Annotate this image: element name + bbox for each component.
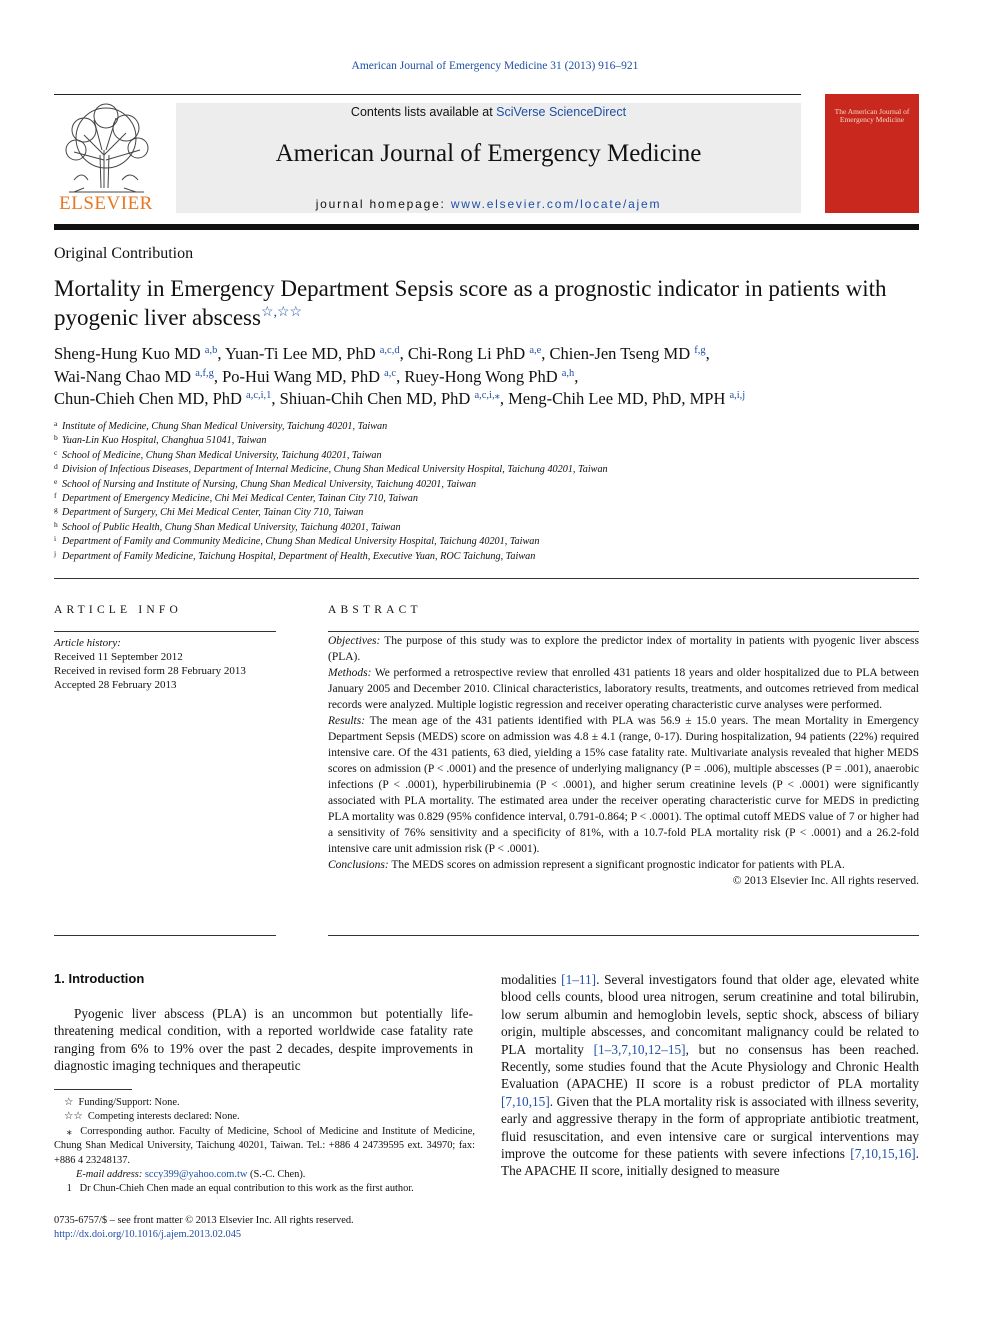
abstract-rule	[328, 631, 919, 632]
footnote-competing: ☆☆ Competing interests declared: None.	[64, 1111, 240, 1123]
affiliations	[54, 420, 924, 564]
author-separator: ,	[574, 366, 579, 386]
abstract-section-text: The purpose of this study was to explore the predictor index of mortality in patients with pyogenic liver abscess (PLA).	[328, 635, 919, 663]
revised-date: Received in revised form 28 February 2013	[54, 665, 246, 677]
abstract-section-label: Conclusions:	[328, 859, 389, 871]
body-text: modalities	[501, 972, 562, 987]
article-history	[54, 636, 276, 692]
email-link[interactable]: sccy399@yahoo.com.tw	[144, 1169, 248, 1181]
affiliation-h: $^h$ School of Public Health, Chung Shan Medical University, Taichung 40201, Taiwan	[54, 519, 401, 533]
author-affiliation-marks[interactable]: a,e	[529, 345, 542, 356]
author-affiliation-marks[interactable]: a,c,i,1	[246, 390, 272, 401]
author-name: Yuan-Ti Lee MD, PhD	[224, 344, 376, 363]
author-name: Chun-Chieh Chen MD, PhD	[54, 389, 242, 408]
article-type: Original Contribution	[54, 245, 194, 262]
affiliation-f: $^f$ Department of Emergency Medicine, Chi Mei Medical Center, Tainan City 710, Taiwan	[54, 491, 418, 505]
introduction-heading: 1. Introduction	[54, 971, 145, 986]
affiliation-text: Yuan-Lin Kuo Hospital, Changhua 51041, Taiwan	[62, 435, 267, 447]
affiliation-a: $^a$ Institute of Medicine, Chung Shan Medical University, Taichung 40201, Taiwan	[54, 419, 388, 432]
footnote-equal-contribution: 1 Dr Chun-Chieh Chen made an equal contribution to this work as the first author.	[66, 1183, 414, 1195]
footnote-rule	[54, 1089, 132, 1090]
abstract-section-text: We performed a retrospective review that enrolled 431 patients 18 years and older hospitalized due to PLA between January 2005 and December 2010. Clinical characteristics, laboratory results, treatments, and outcomes retrieved from medical records were analyzed. Multiple logistic regression and receiver operating characteristic curve analyses were performed.	[328, 667, 919, 711]
affiliation-text: Department of Family and Community Medicine, Chung Shan Medical University Hospital, Taichung 40201, Taiwan	[62, 536, 540, 548]
intro-paragraph-continued	[501, 971, 919, 1180]
reference-link[interactable]: [1–3,7,10,12–15]	[593, 1041, 686, 1057]
affiliation-j: $^j$ Department of Family Medicine, Taichung Hospital, Department of Health, Executive Yuan, ROC Taichung, Taiwan	[54, 548, 536, 562]
affiliations-divider	[54, 578, 919, 579]
author-name: Shiuan-Chih Chen MD, PhD	[279, 389, 471, 408]
body-text: . Given that the PLA mortality risk is associated with illness severity, early and aggressive therapy in the form of appropriate antibiotic treatment, fluid resuscitation, and even intensive care or surgical interventions may improve the outcome for these patients with severe infections	[501, 1093, 919, 1162]
affiliation-text: Division of Infectious Diseases, Department of Internal Medicine, Chung Shan Medical University Hospital, Taichung 40201, Taiwan	[62, 464, 608, 476]
author-separator: ,	[213, 366, 223, 386]
affiliation-text: Department of Surgery, Chi Mei Medical Center, Tainan City 710, Taiwan	[62, 507, 364, 519]
reference-link[interactable]: [1–11]	[561, 972, 597, 987]
journal-cover[interactable]	[825, 94, 919, 213]
issn-line: 0735-6757/$ – see front matter © 2013 Elsevier Inc. All rights reserved.	[54, 1215, 354, 1226]
author-separator: ,	[541, 344, 550, 363]
body-text: . The APACHE II score, initially designed to measure	[501, 1146, 919, 1179]
footnote-email: E-mail address: sccy399@yahoo.com.tw (S.-C. Chen).	[76, 1169, 306, 1181]
article-info-bottom-rule	[54, 935, 276, 936]
abstract-section-label: Results:	[328, 715, 366, 727]
affiliation-text: Department of Family Medicine, Taichung Hospital, Department of Health, Executive Yuan, ROC Taichung, Taiwan	[62, 550, 536, 562]
article-info-rule	[54, 631, 276, 632]
title-footnote-marks[interactable]: ☆,☆☆	[260, 305, 303, 320]
affiliation-e: $^e$ School of Nursing and Institute of Nursing, Chung Shan Medical University, Taichung 40201, Taiwan	[54, 476, 477, 490]
abstract-section	[328, 633, 919, 665]
abstract-section	[328, 713, 919, 857]
author-name: Chien-Jen Tseng MD	[549, 344, 691, 363]
footnotes	[54, 1096, 475, 1197]
elsevier-wordmark: ELSEVIER	[59, 193, 153, 214]
author-affiliation-marks[interactable]: a,c,i,⁎	[474, 390, 500, 401]
author-name: Sheng-Hung Kuo MD	[54, 344, 201, 363]
affiliation-text: Department of Emergency Medicine, Chi Mei Medical Center, Tainan City 710, Taiwan	[62, 493, 418, 505]
author-name: Chi-Rong Li PhD	[407, 344, 526, 363]
abstract-section-text: The MEDS scores on admission represent a significant prognostic indicator for patients with PLA.	[388, 859, 845, 871]
body-text: , but no consensus has been reached. Recently, some studies found that the Acute Physiology and Chronic Health Evaluation (APACHE) II score is a robust predictor of PLA mortality	[501, 1041, 919, 1092]
intro-paragraph: Pyogenic liver abscess (PLA) is an uncommon but potentially life-threatening medical condition, with a reported worldwide case fatality rate ranging from 6% to 19% over the past 2 decades, despite improvements in diagnostic imaging techniques and therapeutic	[54, 1006, 473, 1074]
sciencedirect-link[interactable]: SciVerse ScienceDirect	[496, 105, 627, 119]
received-date: Received 11 September 2012	[54, 651, 183, 663]
abstract-heading: ABSTRACT	[328, 604, 422, 616]
author-name: Wai-Nang Chao MD	[54, 366, 192, 386]
abstract-section	[328, 665, 919, 713]
author-affiliation-marks[interactable]: a,f,g	[195, 367, 214, 379]
author-separator: ,	[705, 344, 710, 363]
article-title: Mortality in Emergency Department Sepsis score as a prognostic indicator in patients with pyogenic liver abscess☆,☆☆	[54, 276, 887, 330]
author-affiliation-marks[interactable]: a,h	[561, 367, 575, 379]
journal-banner	[176, 103, 801, 213]
author-affiliation-marks[interactable]: f,g	[694, 345, 706, 356]
abstract-section	[328, 857, 919, 873]
affiliation-text: School of Nursing and Institute of Nursing, Chung Shan Medical University, Taichung 40201, Taiwan	[62, 478, 477, 490]
abstract-bottom-rule	[328, 935, 919, 936]
affiliation-c: $^c$ School of Medicine, Chung Shan Medical University, Taichung 40201, Taiwan	[54, 447, 382, 461]
author-separator: ,	[399, 344, 408, 363]
abstract-copyright: © 2013 Elsevier Inc. All rights reserved.	[732, 875, 919, 887]
affiliation-i: $^i$ Department of Family and Community Medicine, Chung Shan Medical University Hospital, Taichung 40201, Taiwan	[54, 534, 540, 548]
affiliation-b: $^b$ Yuan-Lin Kuo Hospital, Changhua 51041, Taiwan	[54, 433, 267, 447]
intro-left-column	[54, 1005, 473, 1075]
author-affiliation-marks[interactable]: a,b	[204, 345, 218, 356]
author-separator: ,	[396, 366, 405, 386]
journal-citation[interactable]: American Journal of Emergency Medicine 31 (2013) 916–921	[351, 60, 639, 72]
accepted-date: Accepted 28 February 2013	[54, 679, 177, 691]
cover-title: The American Journal of Emergency Medicine	[834, 107, 910, 124]
affiliation-d: $^d$ Division of Infectious Diseases, Department of Internal Medicine, Chung Shan Medical University Hospital, Taichung 40201, Taiwan	[54, 462, 608, 476]
header-divider	[54, 224, 919, 230]
history-label: Article history:	[54, 637, 121, 649]
author-affiliation-marks[interactable]: a,c	[384, 367, 397, 379]
affiliation-text: School of Medicine, Chung Shan Medical University, Taichung 40201, Taiwan	[62, 449, 382, 461]
author-separator: ,	[271, 389, 280, 408]
homepage-link[interactable]: www.elsevier.com/locate/ajem	[450, 197, 662, 211]
author-affiliation-marks[interactable]: a,c,d	[379, 345, 400, 356]
body-text: . Several investigators found that older age, elevated white blood cells counts, blood urea nitrogen, serum creatinine and total bilirubin, low serum albumin and hemoglobin levels, septic shock, abscess of biliary origin, multiple abscesses, and concomitant malignancy could be related to PLA mortality	[501, 972, 919, 1057]
footnote-corresponding: ⁎ Corresponding author. Faculty of Medicine, School of Medicine and Institute of Medicine, Chung Shan Medical University, Taichung 40201, Taiwan. Tel.: +886 4 24739595 ext. 34970; fax: +886 4 23248137.	[54, 1125, 475, 1166]
abstract-section-label: Methods:	[328, 667, 372, 679]
front-matter	[54, 1214, 494, 1242]
intro-right-column	[501, 971, 919, 1180]
author-name: Po-Hui Wang MD, PhD	[222, 366, 380, 386]
author-affiliation-marks[interactable]: a,i,j	[729, 390, 746, 401]
abstract-section-text: The mean age of the 431 patients identified with PLA was 56.9 ± 15.0 years. The mean Mortality in Emergency Department Sepsis (MEDS) score on admission was 4.8 ± 4.1 (range, 0-17). During hospitalization, 94 patients (22%) required intensive care. Of the 431 patients, 63 died, yielding a 15% case fatality rate. Multivariate analysis revealed that higher MEDS scores on admission (P < .0001) and the presence of underlying malignancy (P = .006), multiple abscesses (P = .001), anaerobic infections (P < .0001), hyperbilirubinemia (P < .0001), and higher serum creatinine levels (P < .0001) were significantly associated with PLA mortality. The estimated area under the receiver operating characteristic curve for MEDS in predicting PLA mortality was 0.829 (95% confidence interval, 0.791-0.864; P < .0001). The optimal cutoff MEDS value of 7 or higher had a sensitivity of 76% sensitivity and a specificity of 81%, with a 10.7-fold PLA mortality risk (P < .0001) and a 26.2-fold intensive care unit admission risk (P < .0001).	[328, 715, 919, 855]
author-separator: ,	[499, 389, 509, 408]
article-info-heading: ARTICLE INFO	[54, 604, 182, 616]
abstract-body	[328, 633, 919, 889]
header-top-rule	[54, 94, 801, 95]
author-name: Ruey-Hong Wong PhD	[404, 366, 558, 386]
elsevier-logo	[54, 100, 158, 215]
tree-icon	[54, 100, 158, 194]
affiliation-text: Institute of Medicine, Chung Shan Medical University, Taichung 40201, Taiwan	[62, 421, 388, 432]
affiliation-text: School of Public Health, Chung Shan Medical University, Taichung 40201, Taiwan	[62, 521, 401, 533]
author-separator: ,	[217, 344, 225, 363]
author-list	[54, 343, 924, 411]
author-name: Meng-Chih Lee MD, PhD, MPH	[508, 389, 726, 408]
journal-title: American Journal of Emergency Medicine	[275, 140, 702, 167]
affiliation-g: $^g$ Department of Surgery, Chi Mei Medical Center, Tainan City 710, Taiwan	[54, 505, 364, 519]
reference-link[interactable]: [7,10,15]	[501, 1093, 550, 1109]
doi-link[interactable]: http://dx.doi.org/10.1016/j.ajem.2013.02.045	[54, 1229, 242, 1240]
footnote-funding: ☆ Funding/Support: None.	[64, 1097, 180, 1108]
abstract-section-label: Objectives:	[328, 635, 381, 647]
reference-link[interactable]: [7,10,15,16]	[850, 1146, 916, 1162]
contents-line: Contents lists available at SciVerse ScienceDirect	[350, 105, 627, 119]
homepage-line: journal homepage: www.elsevier.com/locate/ajem	[315, 197, 662, 211]
